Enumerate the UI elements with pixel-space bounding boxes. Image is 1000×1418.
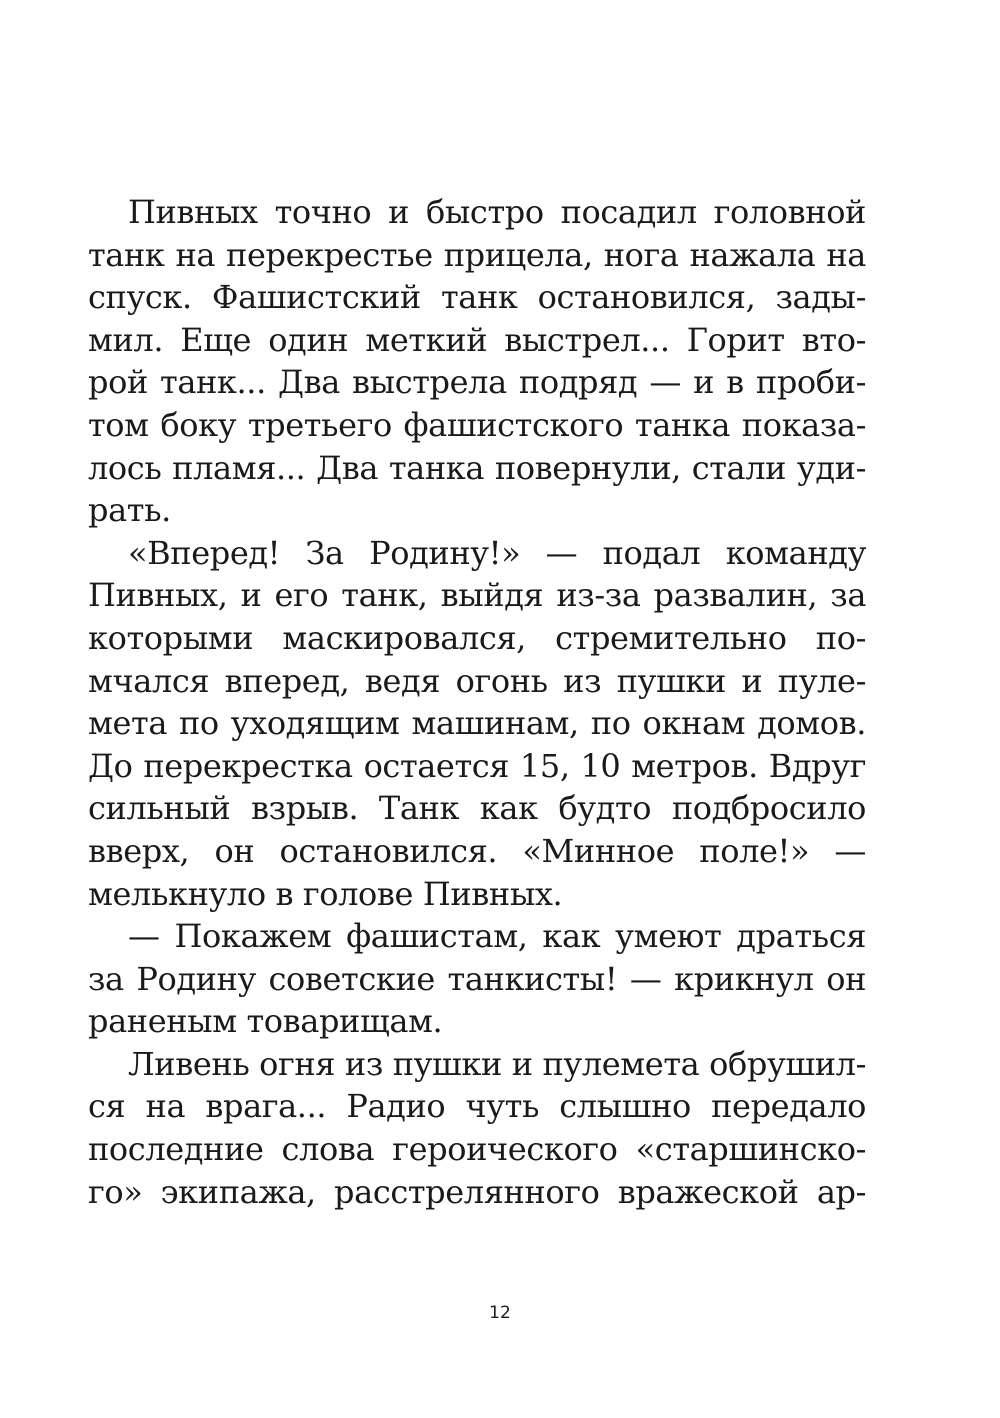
text-line: Пивных, и его танк, выйдя из-за развалин, за [88,576,866,615]
text-line: Пивных точно и быстро посадил головной [128,193,866,231]
text-line: — Покажем фашистам, как умеют драться [128,917,866,956]
paragraph-3 [88,915,866,1043]
text-line: ся на врага... Радио чуть слышно передало [88,1087,866,1126]
page-number: 12 [489,1303,511,1323]
text-line: мил. Еще один меткий выстрел... Горит вто- [88,320,866,359]
paragraph-1 [88,191,866,532]
text-line: вверх, он остановился. «Минное поле!» — [88,831,866,870]
paragraph-4 [88,1043,866,1213]
text-line: танк на перекрестье прицела, нога нажала на [88,235,866,274]
text-line: последние слова героического «старшинско- [88,1130,866,1169]
text-line: го» экипажа, расстрелянного вражеской ар- [88,1172,866,1211]
text-line: До перекрестка остается 15, 10 метров. Вдруг [88,746,866,785]
text-line: которыми маскировался, стремительно по- [88,618,866,657]
text-line: мета по уходящим машинам, по окнам домов. [88,704,866,743]
text-line: Ливень огня из пушки и пулемета обрушил- [128,1044,866,1083]
paragraph-2 [88,532,866,915]
text-line: мчался вперед, ведя огонь из пушки и пуле- [88,661,866,700]
text-line: лось пламя... Два танка повернули, стали уди- [88,448,866,487]
text-line: рой танк... Два выстрела подряд — и в проби- [88,363,866,402]
text-line: сильный взрыв. Танк как будто подбросило [88,789,866,828]
text-line: «Вперед! За Родину!» — подал команду [128,533,866,572]
body-text [88,191,866,1213]
text-line: раненым товарищам. [88,1002,443,1041]
text-line: том боку третьего фашистского танка показа- [88,405,866,444]
text-line: за Родину советские танкисты! — крикнул он [88,959,866,998]
text-line: мелькнуло в голове Пивных. [88,874,563,913]
text-line: рать. [88,491,171,530]
text-line: спуск. Фашистский танк остановился, зады- [88,278,866,317]
